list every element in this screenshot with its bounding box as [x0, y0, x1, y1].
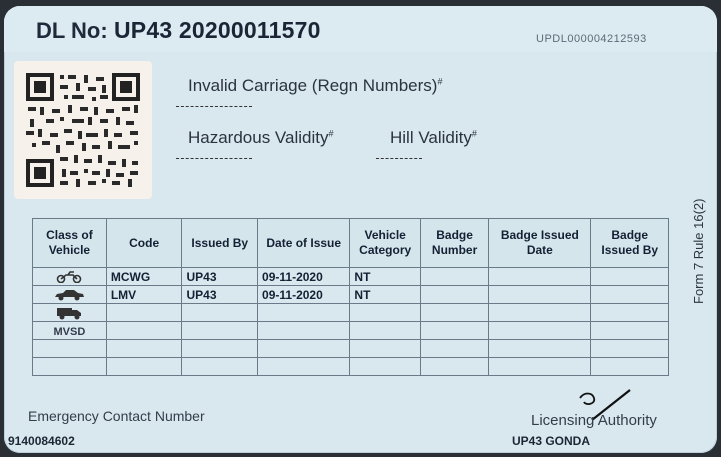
car-icon: [53, 289, 85, 301]
badge-number-cell: [420, 304, 488, 322]
col-badge-issued-by: Badge Issued By: [591, 219, 669, 268]
table-row: [33, 340, 669, 358]
invalid-carriage-marker: #: [437, 76, 443, 87]
badge-issued-by-cell: [591, 286, 669, 304]
dl-number: UP43 20200011570: [114, 17, 321, 43]
invalid-carriage-label: [188, 76, 442, 96]
licence-card: [4, 6, 717, 453]
vehicle-icon-cell: [33, 268, 107, 286]
date-of-issue-cell: 09-11-2020: [258, 268, 350, 286]
badge-issued-date-cell: [489, 322, 591, 340]
vehicle-category-cell: [350, 304, 421, 322]
issued-by-cell: UP43: [182, 286, 258, 304]
invalid-carriage-dashes: [176, 106, 252, 107]
badge-issued-by-cell: [591, 304, 669, 322]
issued-by-cell: [182, 304, 258, 322]
code-cell: MCWG: [106, 268, 182, 286]
date-of-issue-cell: 09-11-2020: [258, 286, 350, 304]
table-row: [33, 286, 669, 304]
table-row: [33, 304, 669, 322]
col-vehicle-category: Vehicle Category: [350, 219, 421, 268]
hill-validity-dashes: [376, 158, 422, 159]
emergency-contact-number: 9140084602: [8, 434, 75, 448]
badge-issued-date-cell: [489, 340, 591, 358]
badge-issued-by-cell: [591, 340, 669, 358]
hazardous-validity-text: Hazardous Validity: [188, 128, 329, 147]
vehicle-category-cell: [350, 322, 421, 340]
date-of-issue-cell: [258, 340, 350, 358]
issued-by-cell: [182, 358, 258, 376]
col-issued-by: Issued By: [182, 219, 258, 268]
issued-by-cell: [182, 340, 258, 358]
code-cell: [106, 358, 182, 376]
badge-number-cell: [420, 268, 488, 286]
vehicle-category-cell: NT: [350, 268, 421, 286]
hazardous-validity-label: [188, 128, 334, 148]
table-row: [33, 358, 669, 376]
badge-issued-by-cell: [591, 268, 669, 286]
badge-number-cell: [420, 286, 488, 304]
badge-issued-date-cell: [489, 286, 591, 304]
licensing-authority-label: Licensing Authority: [531, 412, 657, 429]
col-code: Code: [106, 219, 182, 268]
table-row: [33, 268, 669, 286]
motorcycle-icon: [56, 271, 82, 283]
qr-code: [14, 61, 152, 199]
badge-number-cell: [420, 322, 488, 340]
hill-validity-marker: #: [471, 128, 477, 139]
hazardous-validity-dashes: [176, 158, 252, 159]
vehicle-icon-cell: [33, 286, 107, 304]
badge-issued-date-cell: [489, 268, 591, 286]
form-rule-note: Form 7 Rule 16(2): [691, 198, 706, 304]
qr-code-icon: [24, 71, 142, 189]
vehicle-icon-cell: [33, 304, 107, 322]
vehicle-class-table: [32, 218, 669, 376]
date-of-issue-cell: [258, 304, 350, 322]
header-band: [4, 6, 717, 52]
date-of-issue-cell: [258, 358, 350, 376]
badge-number-cell: [420, 358, 488, 376]
code-cell: [106, 340, 182, 358]
table-header-row: [33, 219, 669, 268]
col-badge-number: Badge Number: [420, 219, 488, 268]
hill-validity-text: Hill Validity: [390, 128, 472, 147]
licensing-authority-place: UP43 GONDA: [512, 434, 591, 448]
mvsd-label: MVSD: [53, 325, 86, 338]
col-date-of-issue: Date of Issue: [258, 219, 350, 268]
truck-icon: [56, 307, 82, 320]
col-badge-issued-date: Badge Issued Date: [489, 219, 591, 268]
document-id: UPDL000004212593: [536, 33, 647, 45]
issued-by-cell: UP43: [182, 268, 258, 286]
vehicle-label-cell: [33, 322, 107, 340]
hazardous-validity-marker: #: [328, 128, 334, 139]
code-cell: LMV: [106, 286, 182, 304]
badge-issued-date-cell: [489, 304, 591, 322]
vehicle-category-cell: NT: [350, 286, 421, 304]
vehicle-icon-cell: [33, 358, 107, 376]
col-class-of-vehicle: Class of Vehicle: [33, 219, 107, 268]
vehicle-category-cell: [350, 358, 421, 376]
hill-validity-label: [390, 128, 477, 148]
badge-issued-by-cell: [591, 358, 669, 376]
invalid-carriage-text: Invalid Carriage (Regn Numbers): [188, 76, 438, 95]
date-of-issue-cell: [258, 322, 350, 340]
code-cell: [106, 322, 182, 340]
code-cell: [106, 304, 182, 322]
emergency-contact-label: Emergency Contact Number: [28, 408, 205, 424]
badge-number-cell: [420, 340, 488, 358]
vehicle-category-cell: [350, 340, 421, 358]
badge-issued-date-cell: [489, 358, 591, 376]
dl-label: DL No:: [36, 18, 108, 43]
table-row: [33, 322, 669, 340]
vehicle-icon-cell: [33, 340, 107, 358]
issued-by-cell: [182, 322, 258, 340]
badge-issued-by-cell: [591, 322, 669, 340]
